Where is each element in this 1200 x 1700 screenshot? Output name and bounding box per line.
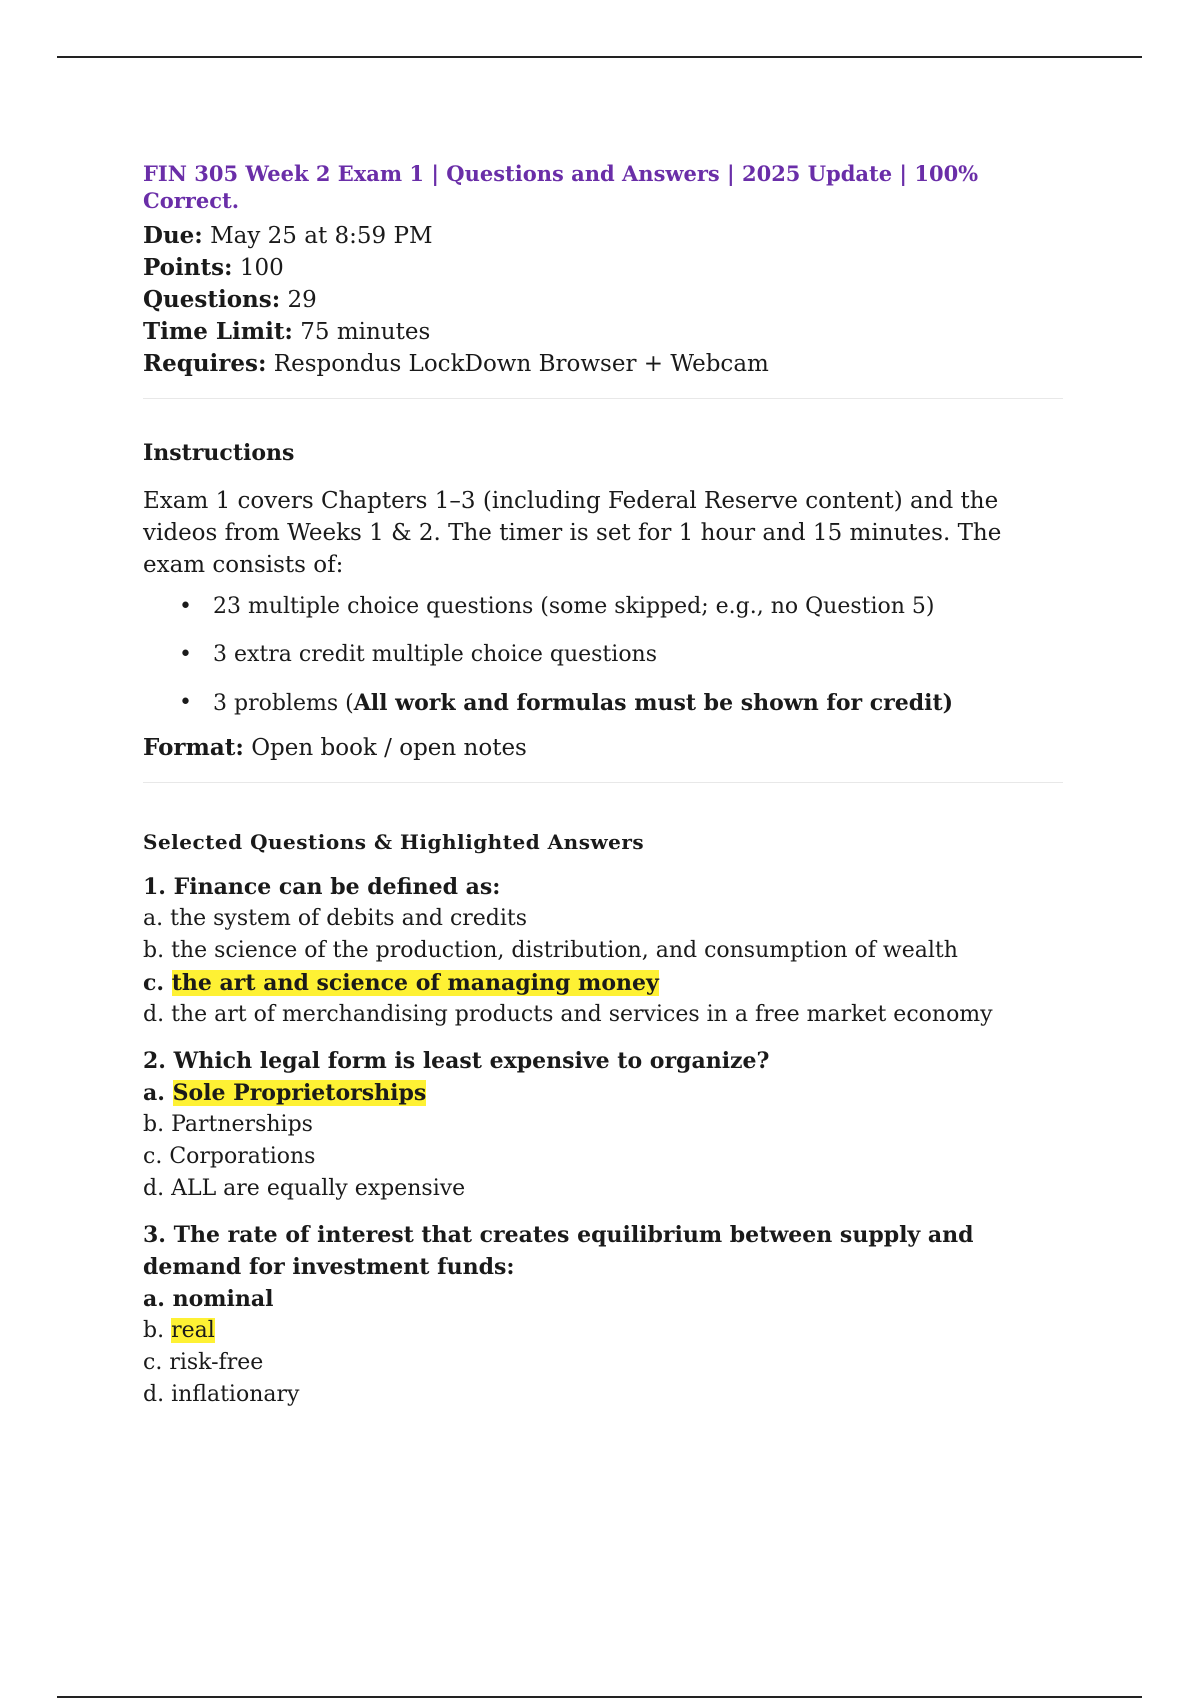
divider [143, 398, 1063, 399]
option-d: d. ALL are equally expensive [143, 1176, 466, 1201]
option-c: c. risk-free [143, 1350, 264, 1375]
instructions-list [143, 591, 1063, 720]
list-item: • 3 extra credit multiple choice questions [179, 642, 658, 667]
option-d: d. the art of merchandising products and services in a free market economy [143, 1002, 993, 1027]
option-b-highlighted: b. real [143, 1318, 215, 1343]
option-d: d. inflationary [143, 1382, 300, 1407]
question-text: 1. Finance can be defined as: [143, 874, 501, 900]
meta-requires: Requires: Respondus LockDown Browser + Webcam [143, 350, 769, 377]
option-a-correct: a. Sole Proprietorships [143, 1080, 427, 1106]
list-item: • 3 problems (All work and formulas must be shown for credit) [179, 690, 954, 716]
exam-meta [143, 220, 1063, 380]
highlighted-answer: the art and science of managing money [171, 970, 659, 996]
highlighted-answer: Sole Proprietorships [172, 1080, 427, 1106]
option-c: c. Corporations [143, 1144, 316, 1169]
document-body [143, 160, 1063, 1411]
meta-due: Due: May 25 at 8:59 PM [143, 222, 433, 249]
top-rule [57, 56, 1142, 58]
question-text: 2. Which legal form is least expensive to organize? [143, 1048, 770, 1074]
question-3 [143, 1219, 1063, 1411]
question-1 [143, 871, 1063, 1031]
option-b: b. Partnerships [143, 1112, 313, 1137]
bottom-rule [57, 1696, 1142, 1698]
meta-questions: Questions: 29 [143, 286, 317, 313]
option-c-correct: c. the art and science of managing money [143, 970, 659, 996]
question-text: 3. The rate of interest that creates equilibrium between supply and demand for investment funds: [143, 1222, 974, 1280]
option-b: b. the science of the production, distribution, and consumption of wealth [143, 938, 958, 963]
question-2 [143, 1045, 1063, 1205]
divider [143, 782, 1063, 783]
instructions-paragraph: Exam 1 covers Chapters 1–3 (including Federal Reserve content) and the videos from Weeks 1 & 2. The timer is set for 1 hour and 15 minutes. The exam consists of: [143, 488, 1002, 578]
highlighted-answer: real [171, 1318, 215, 1343]
questions-section-title: Selected Questions & Highlighted Answers [143, 830, 645, 854]
meta-time-limit: Time Limit: 75 minutes [143, 318, 431, 345]
meta-points: Points: 100 [143, 254, 284, 281]
instructions-heading: Instructions [143, 440, 295, 466]
page-title: FIN 305 Week 2 Exam 1 | Questions and Answers | 2025 Update | 100% Correct. [143, 161, 979, 213]
list-item: • 23 multiple choice questions (some skipped; e.g., no Question 5) [179, 594, 935, 619]
option-a: a. the system of debits and credits [143, 906, 528, 931]
format-line: Format: Open book / open notes [143, 734, 527, 761]
option-a: a. nominal [143, 1286, 274, 1312]
